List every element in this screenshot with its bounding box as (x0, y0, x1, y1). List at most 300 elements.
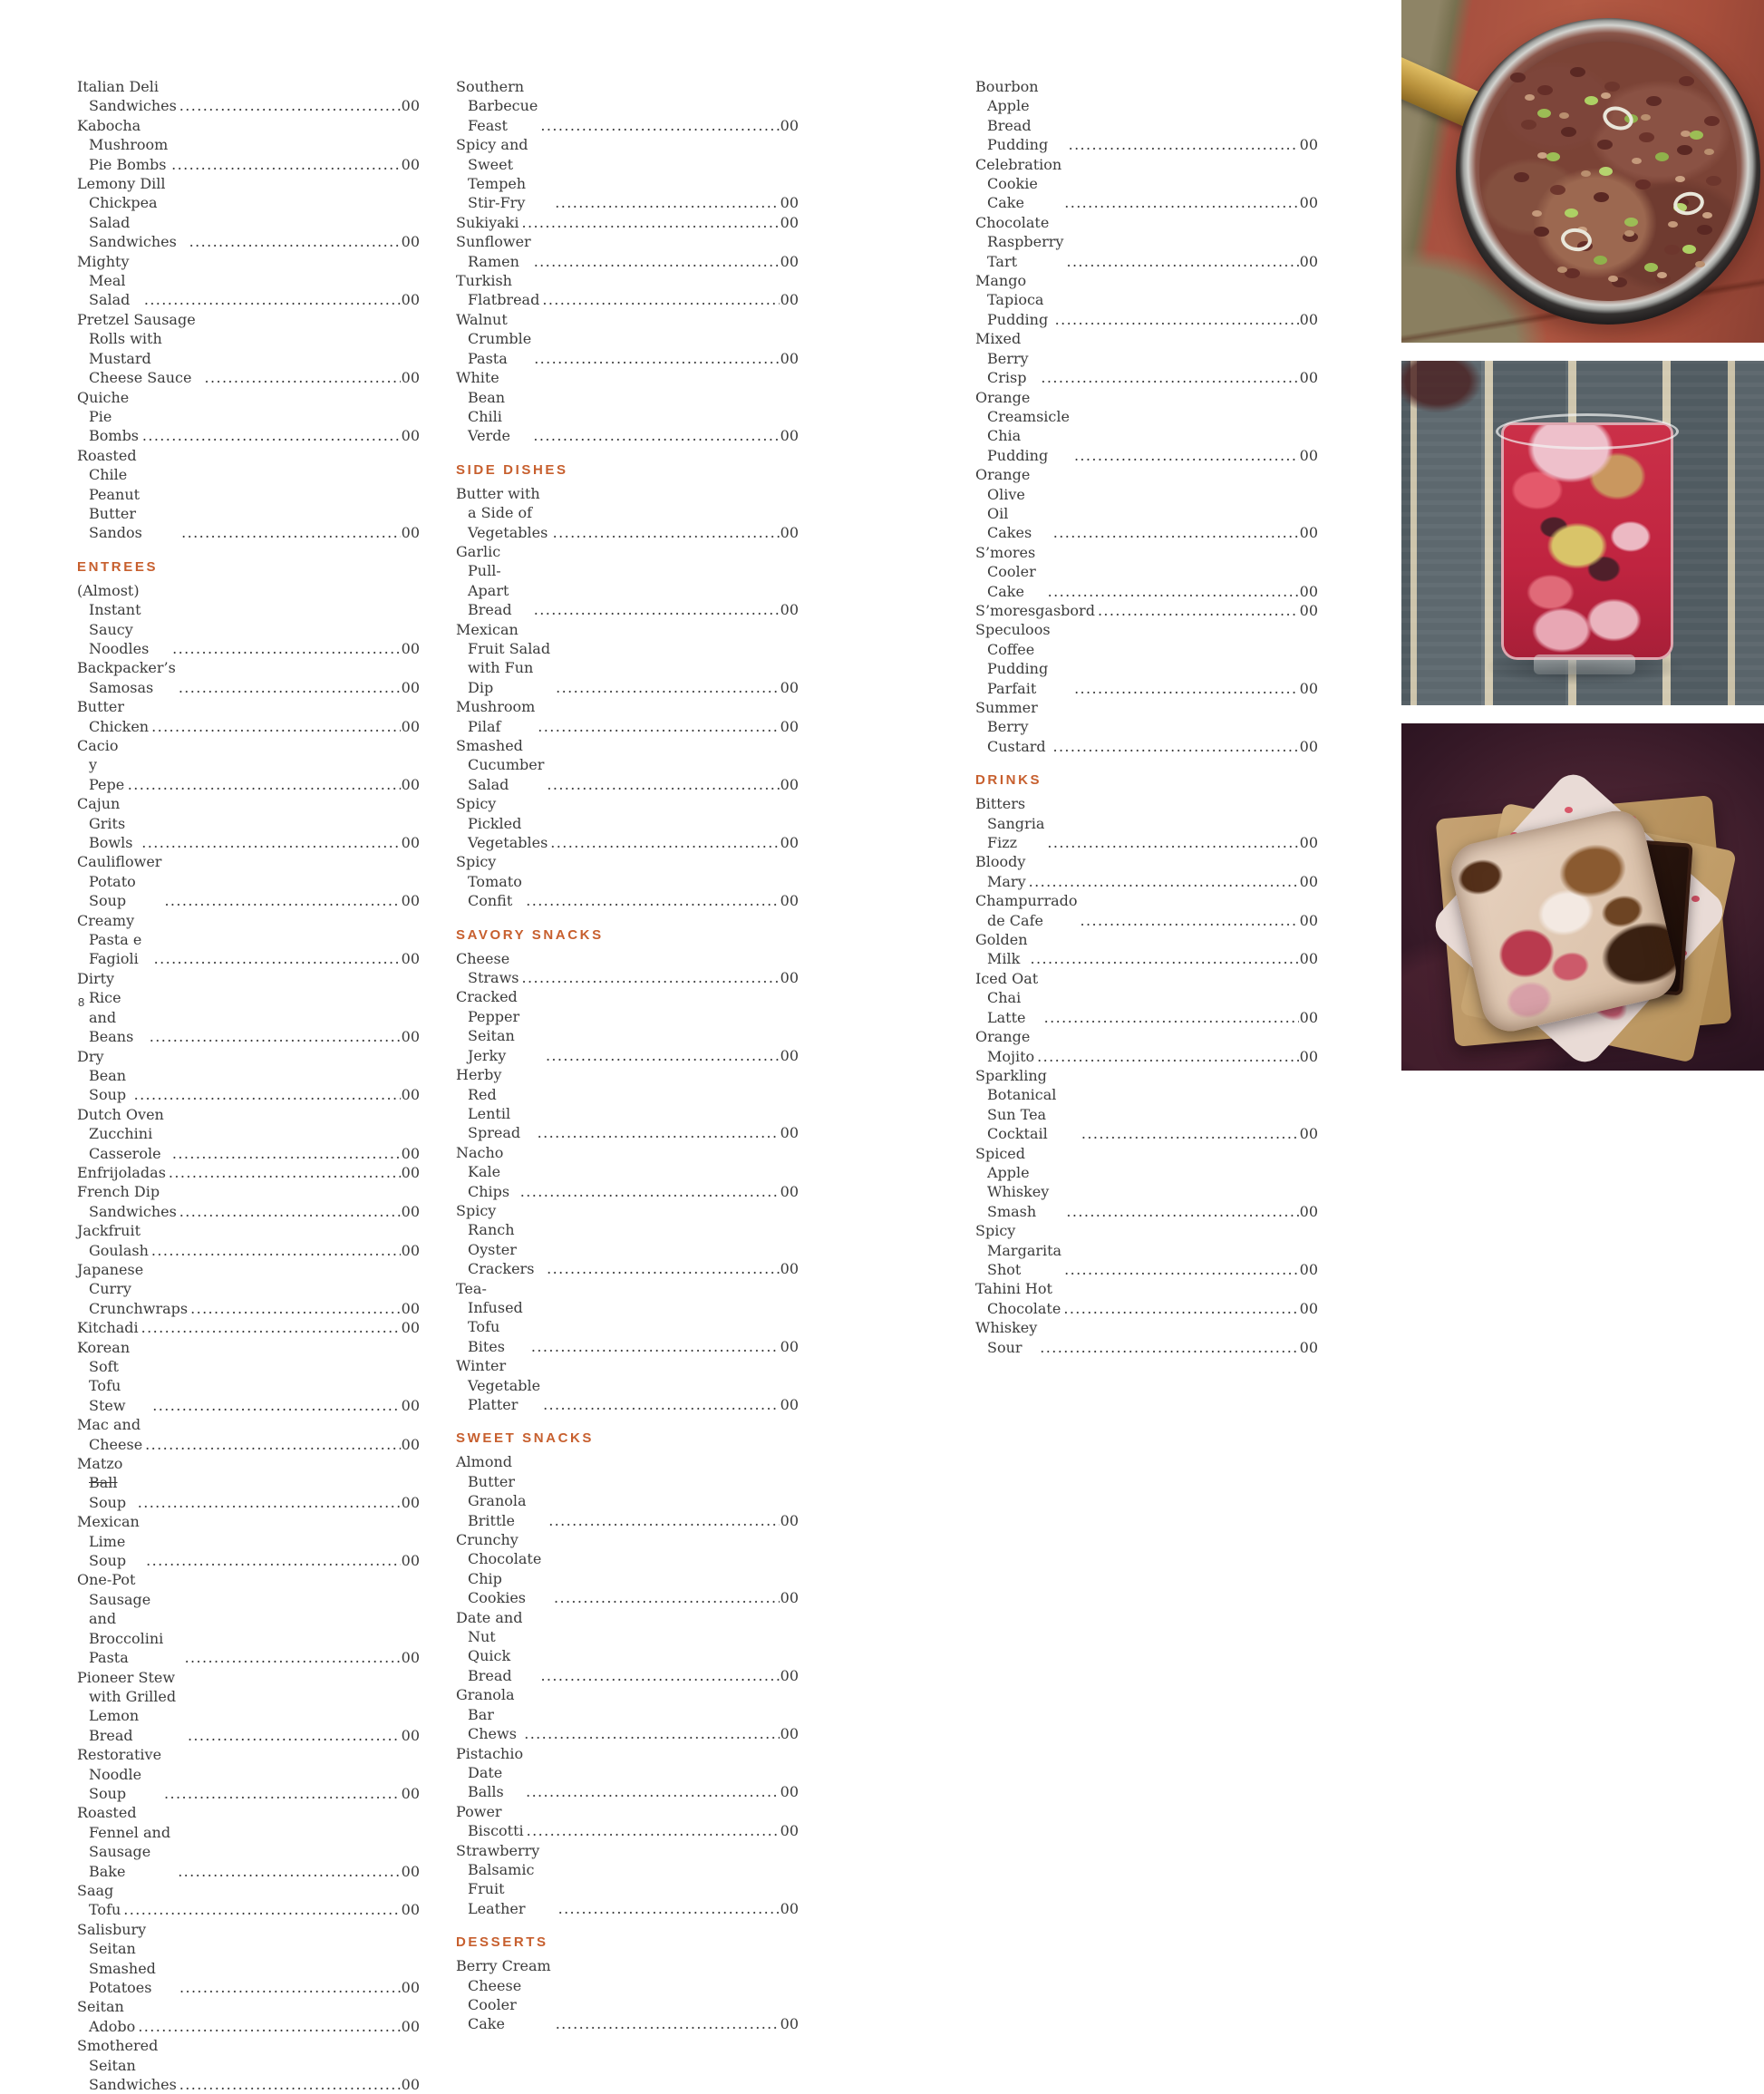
recipe-title: Champurrado de Cafe (975, 892, 1078, 929)
recipe-page-number: 00 (401, 1241, 420, 1259)
recipe-page-number: 00 (1299, 136, 1318, 154)
dot-leader (1074, 446, 1299, 465)
recipe-page-number: 00 (780, 252, 799, 270)
toc-item (77, 310, 420, 388)
recipe-page-number: 00 (1299, 834, 1318, 852)
recipe-title: Kitchadi (77, 1319, 139, 1337)
toc-item (456, 1530, 799, 1608)
dot-leader (189, 232, 401, 251)
toc-item (77, 77, 420, 116)
toc-item (975, 213, 1318, 271)
recipe-title: Almond Butter Granola Brittle (456, 1453, 527, 1529)
recipe-page-number: 00 (1299, 737, 1318, 755)
recipe-title: Korean Soft Tofu Stew (77, 1338, 131, 1414)
recipe-page-number: 00 (401, 369, 420, 387)
dot-leader (178, 1862, 400, 1881)
dot-leader (534, 349, 779, 368)
toc-item (77, 1454, 420, 1512)
dot-leader (190, 1299, 401, 1318)
recipe-page-number: 00 (780, 775, 799, 793)
recipe-page-number: 00 (401, 1163, 420, 1181)
recipe-page-number: 00 (1299, 872, 1318, 890)
dot-leader (540, 116, 779, 135)
toc-item (456, 542, 799, 620)
dot-leader (1053, 523, 1299, 542)
recipe-page-number: 00 (1299, 446, 1318, 464)
dot-leader (179, 678, 401, 697)
toc-item (975, 1144, 1318, 1222)
recipe-title: Winter Vegetable Platter (456, 1357, 541, 1413)
recipe-page-number: 00 (780, 834, 799, 852)
dot-leader (141, 833, 400, 852)
recipe-title: Tahini Hot Chocolate (975, 1280, 1061, 1317)
photo-toasted-marshmallow-smore (1401, 723, 1764, 1071)
recipe-page-number: 00 (780, 1182, 799, 1200)
dot-leader (171, 155, 400, 174)
toc-item (456, 1744, 799, 1802)
recipe-title: Walnut Crumble Pasta (456, 310, 532, 367)
recipe-title: Southern Barbecue Feast (456, 78, 538, 134)
recipe-page-number: 00 (401, 1319, 420, 1337)
toc-item (77, 1260, 420, 1318)
toc-item (77, 1920, 420, 1998)
recipe-page-number: 00 (401, 2017, 420, 2035)
toc-column-1 (77, 77, 420, 2094)
dot-leader (1048, 582, 1299, 601)
dot-leader (531, 1337, 780, 1356)
toc-item (77, 1881, 420, 1920)
recipe-page-number: 00 (401, 717, 420, 735)
dot-leader (538, 1123, 780, 1142)
dot-leader (521, 968, 779, 987)
recipe-page-number: 00 (401, 892, 420, 910)
recipe-title: Pretzel Sausage Rolls with Mustard Cheese Sauce (77, 310, 196, 387)
toc-item (456, 1956, 799, 2034)
toc-item (975, 329, 1318, 387)
recipe-title: Spiced Apple Whiskey Smash (975, 1144, 1050, 1220)
dot-leader (1044, 1008, 1299, 1027)
toc-item (975, 930, 1318, 969)
recipe-title: Spicy Margarita Shot (975, 1222, 1062, 1278)
recipe-page-number: 00 (780, 116, 799, 134)
toc-item (456, 1143, 799, 1201)
recipe-page-number: 00 (401, 1435, 420, 1453)
recipe-title: S’moresgasbord (975, 601, 1095, 619)
cocktail-glass (1501, 422, 1673, 660)
toc-item (77, 1512, 420, 1570)
recipe-page-number: 00 (401, 639, 420, 657)
dot-leader (151, 717, 401, 736)
dot-leader (521, 213, 779, 232)
dot-leader (547, 775, 779, 794)
section-heading: SWEET SNACKS (456, 1430, 595, 1447)
recipe-page-number: 00 (401, 1726, 420, 1744)
recipe-page-number: 00 (1299, 369, 1318, 387)
recipe-title: Chocolate Raspberry Tart (975, 213, 1064, 270)
dot-leader (1098, 601, 1299, 620)
recipe-title: Restorative Noodle Soup (77, 1746, 162, 1802)
toc-item (77, 252, 420, 310)
toc-item (456, 1201, 799, 1279)
recipe-title: Celebration Cookie Cake (975, 155, 1062, 212)
struck-word: Ball (89, 1474, 118, 1492)
toc-item (77, 736, 420, 794)
recipe-page-number: 00 (401, 678, 420, 696)
recipe-page-number: 00 (780, 427, 799, 445)
dot-leader (1074, 679, 1299, 698)
toc-item (975, 1279, 1318, 1318)
toc-item (456, 232, 799, 271)
dot-leader (1081, 911, 1299, 930)
recipe-title: Power Biscotti (456, 1802, 524, 1840)
recipe-title: Mexican Fruit Salad with Fun Dip (456, 620, 551, 696)
dot-leader (1066, 1202, 1298, 1221)
toc-item (456, 852, 799, 910)
recipe-title: Sunflower Ramen (456, 233, 531, 270)
dot-leader (534, 600, 780, 619)
recipe-page-number: 00 (401, 950, 420, 968)
dot-leader (1064, 1260, 1299, 1279)
dot-leader (554, 1588, 780, 1607)
recipe-page-number: 00 (401, 1552, 420, 1570)
toc-item (77, 911, 420, 969)
dot-leader (555, 193, 779, 212)
recipe-page-number: 00 (401, 1396, 420, 1414)
recipe-title: Dry Bean Soup (77, 1047, 127, 1104)
recipe-page-number: 00 (1299, 252, 1318, 270)
toc-item (975, 852, 1318, 891)
toc-item (456, 949, 799, 988)
recipe-page-number: 00 (780, 1783, 799, 1801)
dot-leader (164, 891, 400, 910)
toc-item (975, 1221, 1318, 1279)
recipe-page-number: 00 (1299, 1047, 1318, 1065)
recipe-page-number: 00 (780, 1589, 799, 1607)
recipe-title: Salisbury Seitan Smashed Potatoes (77, 1920, 156, 1996)
dot-leader (1041, 368, 1298, 387)
toc-item (77, 969, 420, 1047)
rice-texture (1525, 94, 1535, 101)
toc-item (975, 77, 1318, 155)
recipe-page-number: 00 (401, 834, 420, 852)
toc-item (77, 1338, 420, 1416)
recipe-page-number: 00 (780, 1899, 799, 1917)
toc-item (456, 987, 799, 1065)
toc-item (975, 1318, 1318, 1357)
recipe-title: Butter Chicken (77, 698, 150, 735)
recipe-page-number: 00 (1299, 911, 1318, 929)
dot-leader (151, 1241, 401, 1260)
recipe-page-number: 00 (401, 155, 420, 173)
recipe-title: Spicy Ranch Oyster Crackers (456, 1201, 535, 1278)
recipe-page-number: 00 (1299, 950, 1318, 968)
toc-item (77, 581, 420, 659)
recipe-title: Mixed Berry Crisp (975, 330, 1029, 387)
recipe-page-number: 00 (1299, 194, 1318, 212)
toc-item (77, 1997, 420, 2036)
toc-item (77, 116, 420, 174)
toc-item (77, 1182, 420, 1221)
dot-leader (179, 1202, 401, 1221)
toc-item (975, 271, 1318, 329)
dot-leader (179, 1978, 401, 1997)
toc-item (456, 368, 799, 446)
toc-item (456, 697, 799, 736)
dot-leader (538, 717, 779, 736)
glass-base (1534, 654, 1635, 674)
dot-leader (179, 2075, 401, 2094)
toc-item (77, 794, 420, 852)
recipe-title: Backpacker’s Samosas (77, 659, 176, 696)
recipe-title: Roasted Fennel and Sausage Bake (77, 1804, 171, 1880)
toc-item (77, 1105, 420, 1163)
toc-item (77, 697, 420, 736)
dot-leader (138, 1493, 401, 1512)
recipe-page-number: 00 (780, 601, 799, 619)
dot-leader (123, 1900, 400, 1919)
recipe-title: Golden Milk (975, 931, 1028, 968)
recipe-title: Quiche Pie Bombs (77, 388, 140, 445)
recipe-page-number: 00 (780, 1396, 799, 1413)
dot-leader (142, 426, 401, 445)
toc-item (975, 794, 1318, 852)
recipe-title: Roasted Chile Peanut Butter Sandos (77, 446, 142, 542)
dot-leader (1064, 193, 1298, 212)
recipe-page-number: 00 (401, 1028, 420, 1046)
recipe-page-number: 00 (1299, 1202, 1318, 1220)
recipe-title: Jackfruit Goulash (77, 1222, 149, 1259)
recipe-title: Cajun Grits Bowls (77, 795, 133, 852)
recipe-title: Matzo Ball Soup (77, 1455, 127, 1511)
recipe-title: Dutch Oven Zucchini Casserole (77, 1105, 164, 1162)
recipe-page-number: 00 (780, 2015, 799, 2033)
recipe-title: Creamy Pasta e Fagioli (77, 911, 142, 968)
recipe-page-number: 00 (780, 291, 799, 309)
recipe-title: Spicy Pickled Vegetables (456, 795, 548, 852)
recipe-title: Cacio y Pepe (77, 737, 125, 793)
recipe-page-number: 00 (401, 1493, 420, 1511)
dot-leader (553, 523, 780, 542)
recipe-page-number: 00 (780, 1725, 799, 1743)
dot-leader (152, 1396, 400, 1415)
recipe-page-number: 00 (780, 194, 799, 212)
dot-leader (524, 1724, 779, 1743)
recipe-title: Tea-Infused Tofu Bites (456, 1279, 523, 1355)
recipe-page-number: 00 (780, 523, 799, 541)
dot-leader (1081, 1124, 1299, 1143)
recipe-title: Saag Tofu (77, 1881, 121, 1919)
dot-leader (1047, 833, 1298, 852)
dot-leader (556, 2014, 780, 2033)
toc-item (77, 852, 420, 910)
recipe-title: Pistachio Date Balls (456, 1744, 524, 1801)
dot-leader (154, 949, 401, 968)
recipe-title: Herby Red Lentil Spread (456, 1066, 521, 1142)
toc-item (77, 1668, 420, 1746)
dot-leader (1063, 1299, 1298, 1318)
recipe-page-number: 00 (401, 2076, 420, 2094)
recipe-title: Orange Olive Oil Cakes (975, 466, 1032, 542)
recipe-page-number: 00 (1299, 582, 1318, 600)
recipe-page-number: 00 (401, 233, 420, 251)
dot-leader (533, 426, 779, 445)
recipe-page-number: 00 (401, 524, 420, 542)
dot-leader (543, 1395, 780, 1414)
recipe-page-number: 00 (780, 1124, 799, 1142)
toc-item (456, 620, 799, 698)
toc-item (975, 465, 1318, 543)
toc-item (77, 1415, 420, 1454)
dot-leader (172, 639, 401, 658)
dot-leader (520, 1182, 780, 1201)
dot-leader (550, 833, 779, 852)
recipe-page-number: 00 (401, 97, 420, 115)
toc-item (456, 1802, 799, 1841)
recipe-page-number: 00 (1299, 1260, 1318, 1278)
recipe-title: Spicy and Sweet Tempeh Stir-Fry (456, 136, 528, 212)
toc-item (456, 1608, 799, 1686)
recipe-title: Sparkling Botanical Sun Tea Cocktail (975, 1066, 1057, 1143)
dot-leader (204, 368, 400, 387)
recipe-title: Mexican Lime Soup (77, 1513, 140, 1570)
recipe-page-number: 00 (780, 678, 799, 696)
recipe-page-number: 00 (780, 1822, 799, 1840)
recipe-page-number: 00 (401, 775, 420, 793)
dot-leader (134, 1085, 401, 1104)
recipe-page-number: 00 (1299, 524, 1318, 542)
recipe-page-number: 00 (401, 1202, 420, 1220)
toc-item (456, 1356, 799, 1414)
dot-leader (144, 290, 401, 309)
recipe-page-number: 00 (1299, 1125, 1318, 1143)
toc-item (456, 310, 799, 368)
recipe-title: Crunchy Chocolate Chip Cookies (456, 1531, 542, 1607)
photo-red-beans-rice (1401, 0, 1764, 343)
recipe-title: Turkish Flatbread (456, 272, 540, 309)
dot-leader (1037, 1047, 1298, 1066)
dot-leader (188, 1726, 401, 1745)
dot-leader (172, 1144, 401, 1163)
dot-leader (540, 1666, 779, 1685)
toc-item (77, 1047, 420, 1105)
recipe-title: Granola Bar Chews (456, 1686, 517, 1743)
toc-item (77, 1318, 420, 1337)
dot-leader (179, 96, 401, 115)
toc-item (77, 1570, 420, 1667)
toc-item (975, 698, 1318, 756)
toc-item (456, 77, 799, 135)
toc-item (975, 155, 1318, 213)
recipe-title: Seitan Adobo (77, 1998, 136, 2035)
toc-item (456, 484, 799, 542)
recipe-page-number: 00 (401, 1144, 420, 1162)
dot-leader (1040, 1338, 1298, 1357)
dot-leader (542, 290, 779, 309)
recipe-title: Mushroom Pilaf (456, 698, 536, 735)
dot-leader (141, 1318, 401, 1337)
recipe-title: Smothered Seitan Sandwiches (77, 2037, 177, 2094)
toc-column-2 (456, 77, 799, 2034)
dot-leader (164, 1784, 401, 1803)
toc-item (456, 213, 799, 232)
recipe-title: Nacho Kale Chips (456, 1143, 510, 1200)
toc-item (456, 271, 799, 310)
recipe-title: Cauliflower Potato Soup (77, 853, 162, 910)
recipe-title: Dirty Rice and Beans (77, 969, 134, 1046)
toc-item (975, 891, 1318, 930)
dot-leader (185, 1648, 401, 1667)
toc-column-3 (975, 77, 1318, 1357)
dot-leader (181, 523, 401, 542)
toc-item (975, 1066, 1318, 1144)
dot-leader (547, 1259, 780, 1278)
recipe-title: Japanese Curry Crunchwraps (77, 1260, 189, 1317)
bean-texture (1510, 73, 1526, 82)
recipe-page-number: 00 (401, 427, 420, 445)
recipe-title: Cheese Straws (456, 949, 519, 987)
glass-rim (1496, 413, 1679, 450)
toc-item (975, 543, 1318, 601)
recipe-page-number: 00 (780, 1511, 799, 1529)
recipe-title: Enfrijoladas (77, 1163, 166, 1181)
recipe-title: Date and Nut Quick Bread (456, 1608, 523, 1684)
recipe-page-number: 00 (401, 1649, 420, 1667)
dot-leader (1031, 949, 1299, 968)
dot-leader (546, 1046, 780, 1065)
recipe-page-number: 00 (780, 1260, 799, 1278)
dot-leader (1066, 252, 1298, 271)
dot-leader (534, 252, 780, 271)
toc-item (456, 1065, 799, 1143)
toc-item (77, 1163, 420, 1182)
toc-item (77, 446, 420, 543)
recipe-page-number: 00 (401, 1299, 420, 1317)
toc-item (77, 1745, 420, 1803)
recipe-title: Mac and Cheese (77, 1416, 143, 1453)
recipe-page-number: 00 (401, 1901, 420, 1919)
recipe-page-number: 00 (1299, 679, 1318, 697)
dot-leader (1055, 310, 1299, 329)
recipe-title: Bitters Sangria Fizz (975, 795, 1045, 852)
recipe-page-number: 00 (401, 291, 420, 309)
toc-item (975, 969, 1318, 1027)
recipe-title: Mango Tapioca Pudding (975, 272, 1049, 328)
recipe-page-number: 00 (401, 1979, 420, 1996)
recipe-title: White Bean Chili Verde (456, 369, 510, 445)
dot-leader (548, 1511, 779, 1530)
photo-berry-sangria (1401, 361, 1764, 705)
dot-leader (1029, 872, 1299, 891)
recipe-page-number: 00 (401, 1862, 420, 1880)
dot-leader (1052, 737, 1298, 756)
toc-item (77, 2036, 420, 2094)
recipe-page-number: 00 (780, 1666, 799, 1684)
recipe-title: Mighty Meal Salad (77, 252, 131, 309)
recipe-title: French Dip Sandwiches (77, 1183, 177, 1220)
recipe-title: Bloody Mary (975, 853, 1026, 890)
recipe-title: Sukiyaki (456, 213, 519, 231)
toc-item (456, 1841, 799, 1919)
toc-item (77, 1221, 420, 1260)
dot-leader (558, 1899, 780, 1918)
section-heading: DRINKS (975, 772, 1042, 789)
recipe-title: Smashed Cucumber Salad (456, 737, 545, 793)
toc-item (77, 658, 420, 697)
sangria-with-fruit (1504, 425, 1671, 657)
recipe-title: Summer Berry Custard (975, 699, 1046, 755)
recipe-page-number: 00 (1299, 310, 1318, 328)
recipe-title: Orange Creamsicle Chia Pudding (975, 388, 1070, 464)
